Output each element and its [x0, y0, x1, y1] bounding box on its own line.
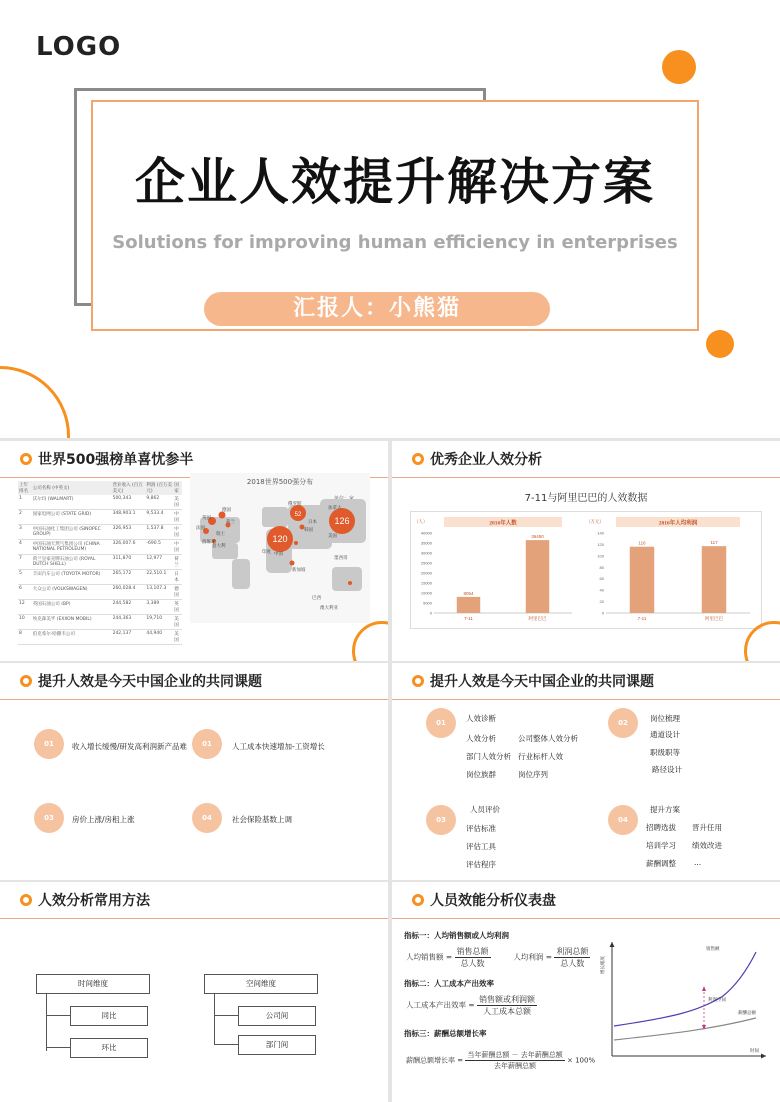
table-cell: 4 [18, 540, 32, 555]
map-label: 美国 [328, 533, 337, 538]
slide-header [392, 663, 780, 700]
decor-arc-left [0, 366, 70, 438]
ring-icon [412, 453, 424, 465]
table-cell: 大众公司 (VOLKSWAGEN) [32, 585, 112, 600]
table-cell: 348,903.1 [112, 510, 146, 525]
table-row [18, 570, 182, 585]
slide-methods [0, 882, 388, 1102]
decor-dot-bottom [706, 330, 734, 358]
map-label: 印度 [262, 549, 271, 554]
bar [630, 547, 654, 613]
slide-header [392, 441, 780, 478]
block-line: 评估工具 [466, 842, 496, 851]
table-cell: 中国石油化工集团公司 (SINOPEC GROUP) [32, 525, 112, 540]
slide-title: 提升人效是今天中国企业的共同课题 [430, 674, 654, 690]
table-cell: 中国 [173, 525, 182, 540]
item-circle: 04 [192, 803, 222, 833]
map-title: 2018世界500强分布 [246, 478, 314, 486]
slide-common-issue [0, 663, 388, 880]
bar [526, 540, 549, 613]
metric-2-label: 指标二：人工成本产出效率 [404, 979, 494, 988]
block-line: 招聘选拔 [646, 823, 676, 832]
tree-connector [214, 1015, 238, 1016]
map-label: 英国 [202, 515, 211, 520]
logo: LOGO [36, 32, 122, 62]
table-cell: 德国 [173, 585, 182, 600]
table-cell: 丰田汽车公司 (TOYOTA MOTOR) [32, 570, 112, 585]
table-header-cell: 利润 (百万美元) [146, 483, 173, 494]
chart-title: 7-11与阿里巴巴的人效数据 [524, 493, 648, 504]
table-cell: 中国 [173, 510, 182, 525]
table-cell: 美国 [173, 615, 182, 630]
block-line: 通道设计 [650, 730, 680, 739]
block-line: 路径设计 [652, 765, 682, 774]
slide-title: 提升人效是今天中国企业的共同课题 [38, 674, 262, 690]
tree-item: 同比 [70, 1006, 148, 1026]
table-cell: 44,940 [145, 630, 173, 645]
map-label: 意大利 [212, 543, 226, 548]
item-text: 社会保险基数上调 [232, 815, 292, 824]
block-line: 岗位序列 [518, 770, 548, 779]
cover-subtitle: Solutions for improving human efficiency in enterprises [112, 232, 678, 253]
x-tick-label: 阿里巴巴 [705, 616, 723, 621]
tree-item: 环比 [70, 1038, 148, 1058]
table-header-cell: 营业收入 (百万美元) [112, 481, 146, 495]
table-cell: 荷兰 [173, 555, 182, 570]
graph-y-label: 增长幅度 [600, 956, 605, 974]
table-cell: 12 [18, 600, 32, 615]
fraction: $\frac{\text{销售总额}}{\text{总人数}}$ [456, 947, 489, 968]
table-cell: 国家电网公司 (STATE GRID) [32, 510, 112, 525]
china-count: 120 [272, 534, 288, 544]
table-cell: 1 [18, 495, 32, 510]
table-cell: 埃克森美孚 (EXXON MOBIL) [32, 615, 112, 630]
table-cell: 10 [18, 615, 32, 630]
block-line: 晋升任用 [692, 823, 722, 832]
slide-title: 人效分析常用方法 [38, 893, 150, 909]
slide-solution-map [392, 663, 780, 880]
formula-lhs: 人均销售额 = [406, 952, 453, 962]
y-tick-label: 30000 [420, 550, 432, 556]
y-tick-label: 120 [597, 541, 604, 547]
block-line: 公司整体人效分析 [518, 734, 578, 743]
tree-head-time: 时间维度 [36, 974, 150, 994]
y-tick-label: 20000 [420, 570, 432, 576]
table-cell: 244,582 [112, 600, 146, 615]
fraction: $\frac{\text{当年薪酬总额 － 去年薪酬总额}}{\text{去年薪酬总额}}$ [467, 1051, 563, 1070]
map-label: 日本 [308, 519, 317, 524]
world-map [192, 497, 370, 621]
cover-title: 企业人效提升解决方案 [135, 153, 655, 211]
y-tick-label: 15000 [420, 580, 432, 586]
map-label: 德国 [222, 507, 231, 512]
map-label: 西班牙 [202, 539, 216, 544]
block-head: 人员评价 [470, 805, 500, 814]
map-label: 加拿大 [328, 505, 342, 510]
slide-dashboard [392, 882, 780, 1102]
metric-2-formula [406, 994, 537, 1017]
map-label: 俄罗斯 [288, 501, 302, 506]
table-cell: 326,953 [112, 525, 146, 540]
x-tick-label: 阿里巴巴 [528, 616, 547, 621]
table-cell: 美国 [173, 630, 182, 645]
map-label: 巴西 [312, 595, 321, 600]
ring-icon [20, 894, 32, 906]
formula-lhs: 人均利润 = [513, 952, 553, 962]
decor-arc [352, 621, 388, 661]
table-row [18, 510, 182, 525]
table-cell: 12,977 [145, 555, 173, 570]
table-header-cell: 公司名称 (中英文) [32, 481, 112, 495]
map-label: 墨西哥 [334, 555, 348, 560]
item-text: 收入增长缓慢/研发高利润新产品难 [72, 742, 188, 751]
bar-chart-profit [584, 513, 758, 625]
y-tick-label: 60 [599, 576, 604, 582]
y-tick-label: 35000 [420, 540, 432, 546]
ring-icon [20, 675, 32, 687]
item-circle: 01 [34, 729, 64, 759]
block-head: 岗位梳理 [650, 714, 680, 723]
block-line: 评估程序 [466, 860, 496, 869]
bar-data-label: 117 [710, 540, 718, 546]
slide-header [0, 663, 388, 700]
x-tick-label: 7-11 [464, 616, 473, 621]
bar [702, 546, 726, 613]
map-label: 新加坡 [292, 567, 306, 572]
table-cell: 英国石油公司 (BP) [32, 600, 112, 615]
slide-header [0, 882, 388, 919]
block-line: 培训学习 [646, 841, 676, 850]
table-cell: 9,533.4 [145, 510, 173, 525]
block-line: 岗位族群 [466, 770, 496, 779]
table-cell: 260,028.4 [112, 585, 146, 600]
tree-connector [214, 1044, 238, 1045]
bar [457, 597, 480, 613]
y-tick-label: 0 [429, 610, 432, 616]
formula-tail: × 100% [567, 1056, 596, 1065]
table-cell: 311,870 [112, 555, 146, 570]
tree-item: 部门间 [238, 1035, 316, 1055]
y-tick-label: 140 [597, 530, 604, 536]
slide-fortune500 [0, 441, 388, 661]
y-tick-label: 0 [601, 610, 604, 616]
map-label: 法国 [196, 525, 205, 530]
table-cell: 13,107.3 [145, 585, 173, 600]
metric-3-formula [406, 1050, 595, 1071]
block-head: 人效诊断 [466, 714, 496, 723]
table-cell: 326,007.6 [112, 540, 146, 555]
block-line: 行业标杆人效 [518, 752, 563, 761]
table-header [18, 481, 182, 495]
fraction: $\frac{\text{利润总额}}{\text{总人数}}$ [556, 947, 589, 968]
table-cell: 5 [18, 570, 32, 585]
tree-connector [46, 993, 47, 1051]
table-row [18, 630, 182, 645]
table-cell: 6 [18, 585, 32, 600]
slide-title: 世界500强榜单喜忧参半 [38, 452, 194, 468]
y-tick-label: 100 [597, 553, 604, 559]
table-cell: 英国 [173, 600, 182, 615]
table-cell: 22,510.1 [145, 570, 173, 585]
formula-lhs: 薪酬总额增长率 = [406, 1056, 464, 1065]
cover-slide [0, 0, 780, 438]
ring-icon [20, 453, 32, 465]
table-cell: 3 [18, 525, 32, 540]
table-cell: 沃尔玛 (WALMART) [32, 495, 112, 510]
block-line: 人效分析 [466, 734, 496, 743]
table-cell: 9,862 [145, 495, 173, 510]
table-row [18, 585, 182, 600]
table-cell: 日本 [173, 570, 182, 585]
table-row [18, 525, 182, 540]
table-cell: 中国石油天然气集团公司 (CHINA NATIONAL PETROLEUM) [32, 540, 112, 555]
y-tick-label: 25000 [420, 560, 432, 566]
y-tick-label: 40 [599, 587, 604, 593]
table-cell: 荷兰皇家壳牌石油公司 (ROYAL DUTCH SHELL) [32, 555, 112, 570]
bar-chart-headcount [412, 513, 580, 625]
tree-item: 公司间 [238, 1006, 316, 1026]
graph-line2-label: 薪酬总额 [738, 1010, 756, 1015]
item-text: 人工成本快速增加-工资增长 [232, 742, 325, 751]
us-count: 126 [334, 516, 350, 526]
table-header-cell: 上年排名 [18, 481, 32, 495]
graph-gap-label: 利润空间 [708, 997, 726, 1002]
table-cell: 中国 [173, 540, 182, 555]
bar-chart-title: 2016年人数 [489, 520, 517, 527]
y-axis-label: （人） [414, 519, 428, 524]
table-cell: 7 [18, 555, 32, 570]
block-line: ... [694, 858, 702, 867]
table-cell: 500,343 [112, 495, 146, 510]
block-line: 职级职等 [650, 748, 680, 757]
y-tick-label: 80 [599, 564, 604, 570]
table-header-cell: 国家 [173, 481, 182, 495]
y-tick-label: 20 [599, 599, 604, 605]
tree-head-space: 空间维度 [204, 974, 318, 994]
slide-title: 人员效能分析仪表盘 [430, 893, 556, 909]
tree-connector [46, 1015, 70, 1016]
block-circle: 01 [426, 708, 456, 738]
growth-graph [598, 934, 774, 1064]
japan-count: 52 [294, 512, 302, 518]
decor-dot-top [662, 50, 696, 84]
block-line: 薪酬调整 [646, 859, 676, 868]
block-line: 绩效改进 [692, 841, 722, 850]
table-cell: 美国 [173, 495, 182, 510]
block-circle: 03 [426, 805, 456, 835]
table-cell: 伯克希尔-哈撒韦公司 [32, 630, 112, 645]
block-line: 评估标准 [466, 824, 496, 833]
map-label: 韩国 [304, 527, 313, 532]
y-axis-label: （万元） [586, 519, 604, 524]
fraction: $\frac{\text{销售额或利润额}}{\text{人工成本总额}}$ [479, 995, 536, 1016]
item-text: 房价上涨/房租上涨 [72, 815, 135, 824]
ring-icon [412, 675, 424, 687]
slide-efficiency [392, 441, 780, 661]
graph-x-label: 时间 [750, 1048, 759, 1053]
metric-3-label: 指标三：薪酬总额增长率 [404, 1029, 487, 1038]
ring-icon [412, 894, 424, 906]
block-head: 提升方案 [650, 805, 680, 814]
table-cell: 2 [18, 510, 32, 525]
slide-header [392, 882, 780, 919]
tree-connector [46, 1047, 70, 1048]
block-line: 部门人效分析 [466, 752, 511, 761]
y-tick-label: 10000 [420, 590, 432, 596]
map-label: 瑞士 [216, 531, 225, 536]
bar-chart-title: 2016年人均利润 [658, 520, 698, 527]
table-cell: 8 [18, 630, 32, 645]
tree-connector [214, 993, 215, 1045]
y-tick-label: 5000 [423, 600, 432, 606]
bar-data-label: 116 [638, 540, 646, 546]
table-row [18, 615, 182, 630]
table-row [18, 495, 182, 510]
table-row [18, 600, 182, 615]
table-cell: 1,537.8 [145, 525, 173, 540]
reporter-pill: 汇报人：小熊猫 [204, 292, 550, 326]
table-cell: 242,137 [112, 630, 146, 645]
map-label: 澳大利亚 [320, 605, 338, 610]
metric-1-label: 指标一：人均销售额或人均利润 [404, 931, 509, 940]
map-label: 荷兰 [226, 519, 235, 524]
item-circle: 03 [34, 803, 64, 833]
table-cell: 265,172 [112, 570, 146, 585]
slide-title: 优秀企业人效分析 [430, 452, 542, 468]
table-cell: 244,363 [112, 615, 146, 630]
graph-line1-label: 销售额 [706, 946, 720, 951]
table-cell: 19,710 [145, 615, 173, 630]
x-tick-label: 7-11 [637, 616, 647, 621]
table-cell: 3,389 [145, 600, 173, 615]
metric-1-formula [406, 946, 590, 969]
block-circle: 02 [608, 708, 638, 738]
formula-lhs: 人工成本产出效率 = [406, 1000, 475, 1010]
y-tick-label: 40000 [420, 530, 432, 536]
item-circle: 01 [192, 729, 222, 759]
table-row [18, 540, 182, 555]
map-label: 中国 [274, 551, 283, 556]
block-circle: 04 [608, 805, 638, 835]
bar-data-label: 8054 [463, 590, 474, 596]
bar-data-label: 36450 [531, 534, 544, 540]
fortune-table [18, 481, 182, 645]
table-row [18, 555, 182, 570]
table-cell: -690.5 [145, 540, 173, 555]
